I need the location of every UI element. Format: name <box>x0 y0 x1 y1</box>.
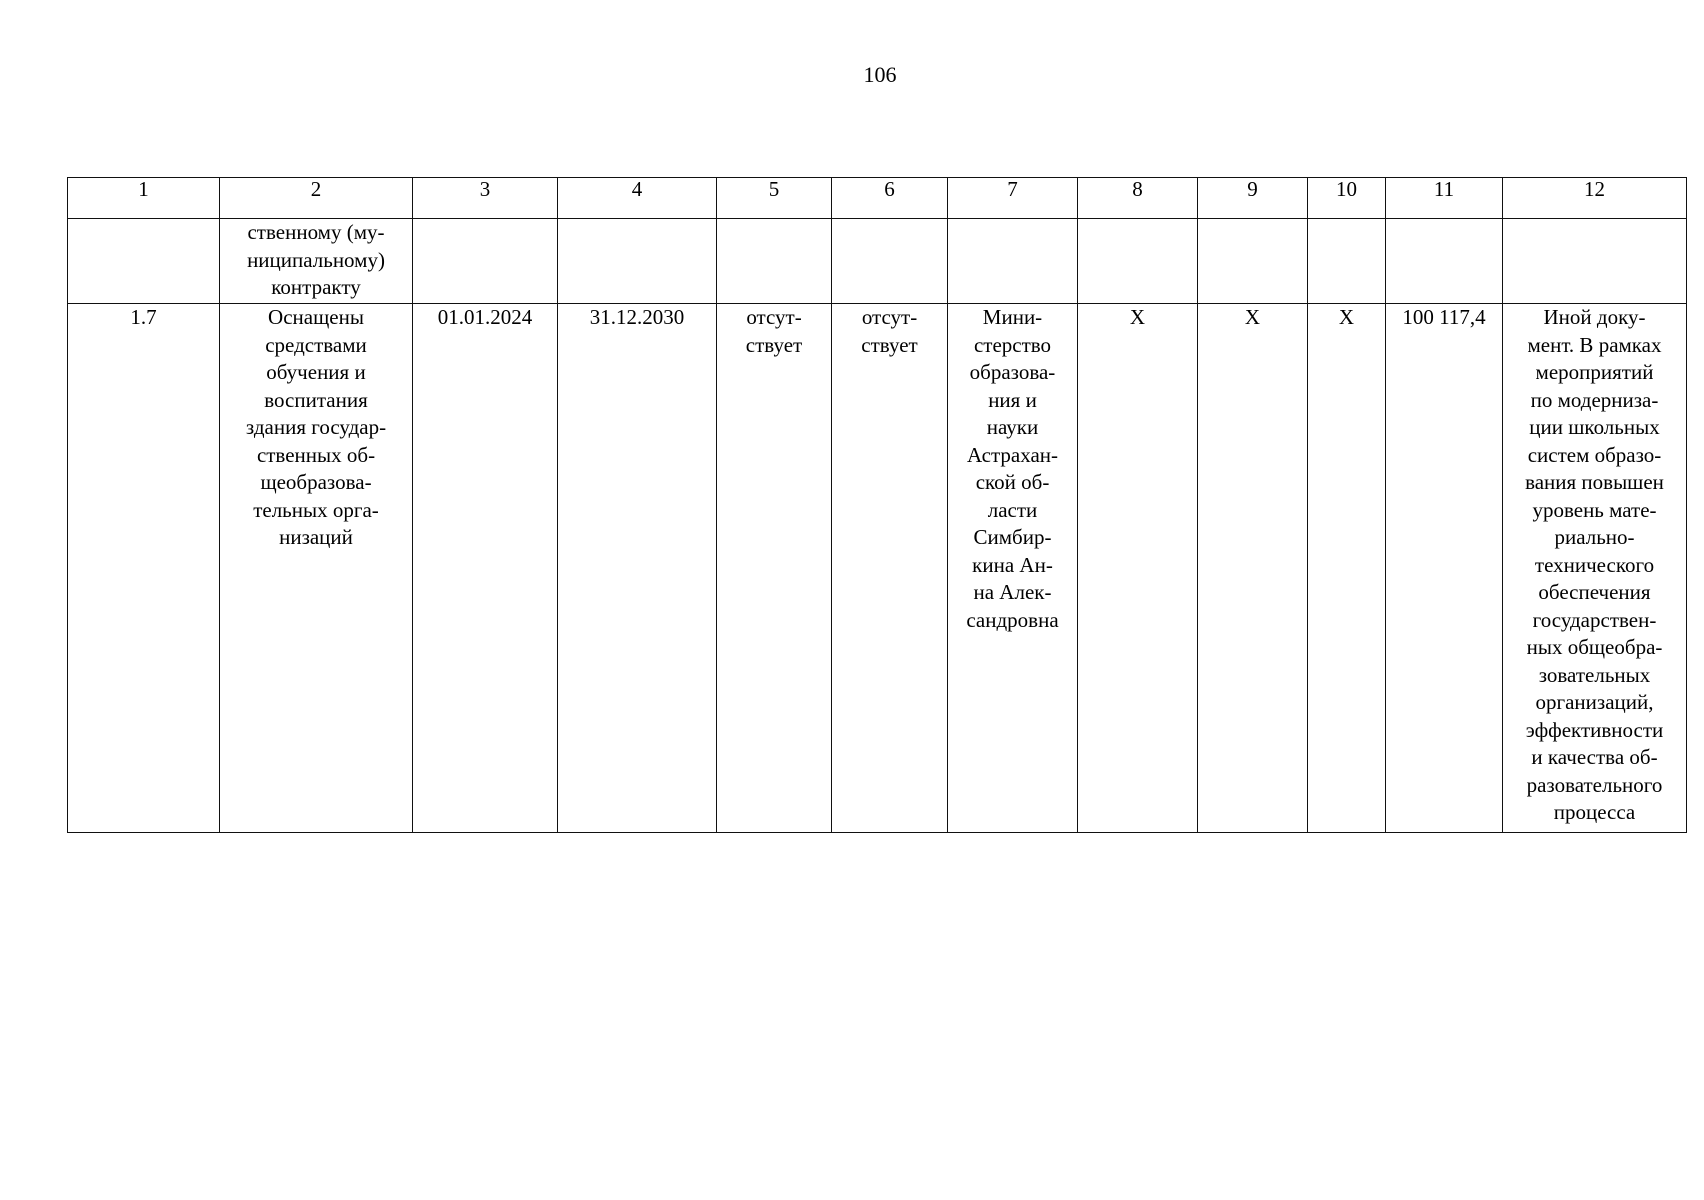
column-number: 2 <box>220 178 413 219</box>
responsible-person: Мини- стерство образова- ния и науки Астрахан- ской об- ласти Симбир- кина Ан- на Алек- сандровна <box>948 304 1078 833</box>
column-number: 1 <box>68 178 220 219</box>
column-number: 6 <box>832 178 948 219</box>
column-number: 4 <box>558 178 717 219</box>
continuation-text: ственному (му- ниципальному) контракту <box>220 219 413 304</box>
table-cell <box>1198 219 1308 304</box>
table-cell <box>717 219 832 304</box>
start-date: 01.01.2024 <box>413 304 558 833</box>
column-5-value: отсут- ствует <box>717 304 832 833</box>
table-cell <box>558 219 717 304</box>
column-number: 8 <box>1078 178 1198 219</box>
column-10-value: X <box>1308 304 1386 833</box>
amount: 100 117,4 <box>1386 304 1503 833</box>
table-cell <box>1386 219 1503 304</box>
column-9-value: X <box>1198 304 1308 833</box>
column-number: 12 <box>1503 178 1687 219</box>
row-name: Оснащены средствами обучения и воспитания здания государ- ственных об- щеобразова- тельных орга- низаций <box>220 304 413 833</box>
row-number: 1.7 <box>68 304 220 833</box>
column-6-value: отсут- ствует <box>832 304 948 833</box>
column-number: 10 <box>1308 178 1386 219</box>
table-row <box>68 304 1687 833</box>
column-number: 9 <box>1198 178 1308 219</box>
table-cell <box>68 219 220 304</box>
table-cell <box>1503 219 1687 304</box>
table-cell <box>832 219 948 304</box>
column-number: 3 <box>413 178 558 219</box>
table-cell <box>413 219 558 304</box>
column-number: 7 <box>948 178 1078 219</box>
end-date: 31.12.2030 <box>558 304 717 833</box>
column-8-value: X <box>1078 304 1198 833</box>
continuation-row <box>68 219 1687 304</box>
table-cell <box>948 219 1078 304</box>
activity-table <box>67 177 1687 833</box>
column-number: 11 <box>1386 178 1503 219</box>
document-description: Иной доку- мент. В рамках мероприятий по модерниза- ции школьных систем образо- вания повышен уровень мате- риально- технического обеспечения государствен- ных общеобра- зовательных организаций, эффективности и качества об- разовательного процесса <box>1503 304 1687 833</box>
column-number-row <box>68 178 1687 219</box>
table-cell <box>1308 219 1386 304</box>
column-number: 5 <box>717 178 832 219</box>
table-cell <box>1078 219 1198 304</box>
page-number: 106 <box>863 62 897 87</box>
